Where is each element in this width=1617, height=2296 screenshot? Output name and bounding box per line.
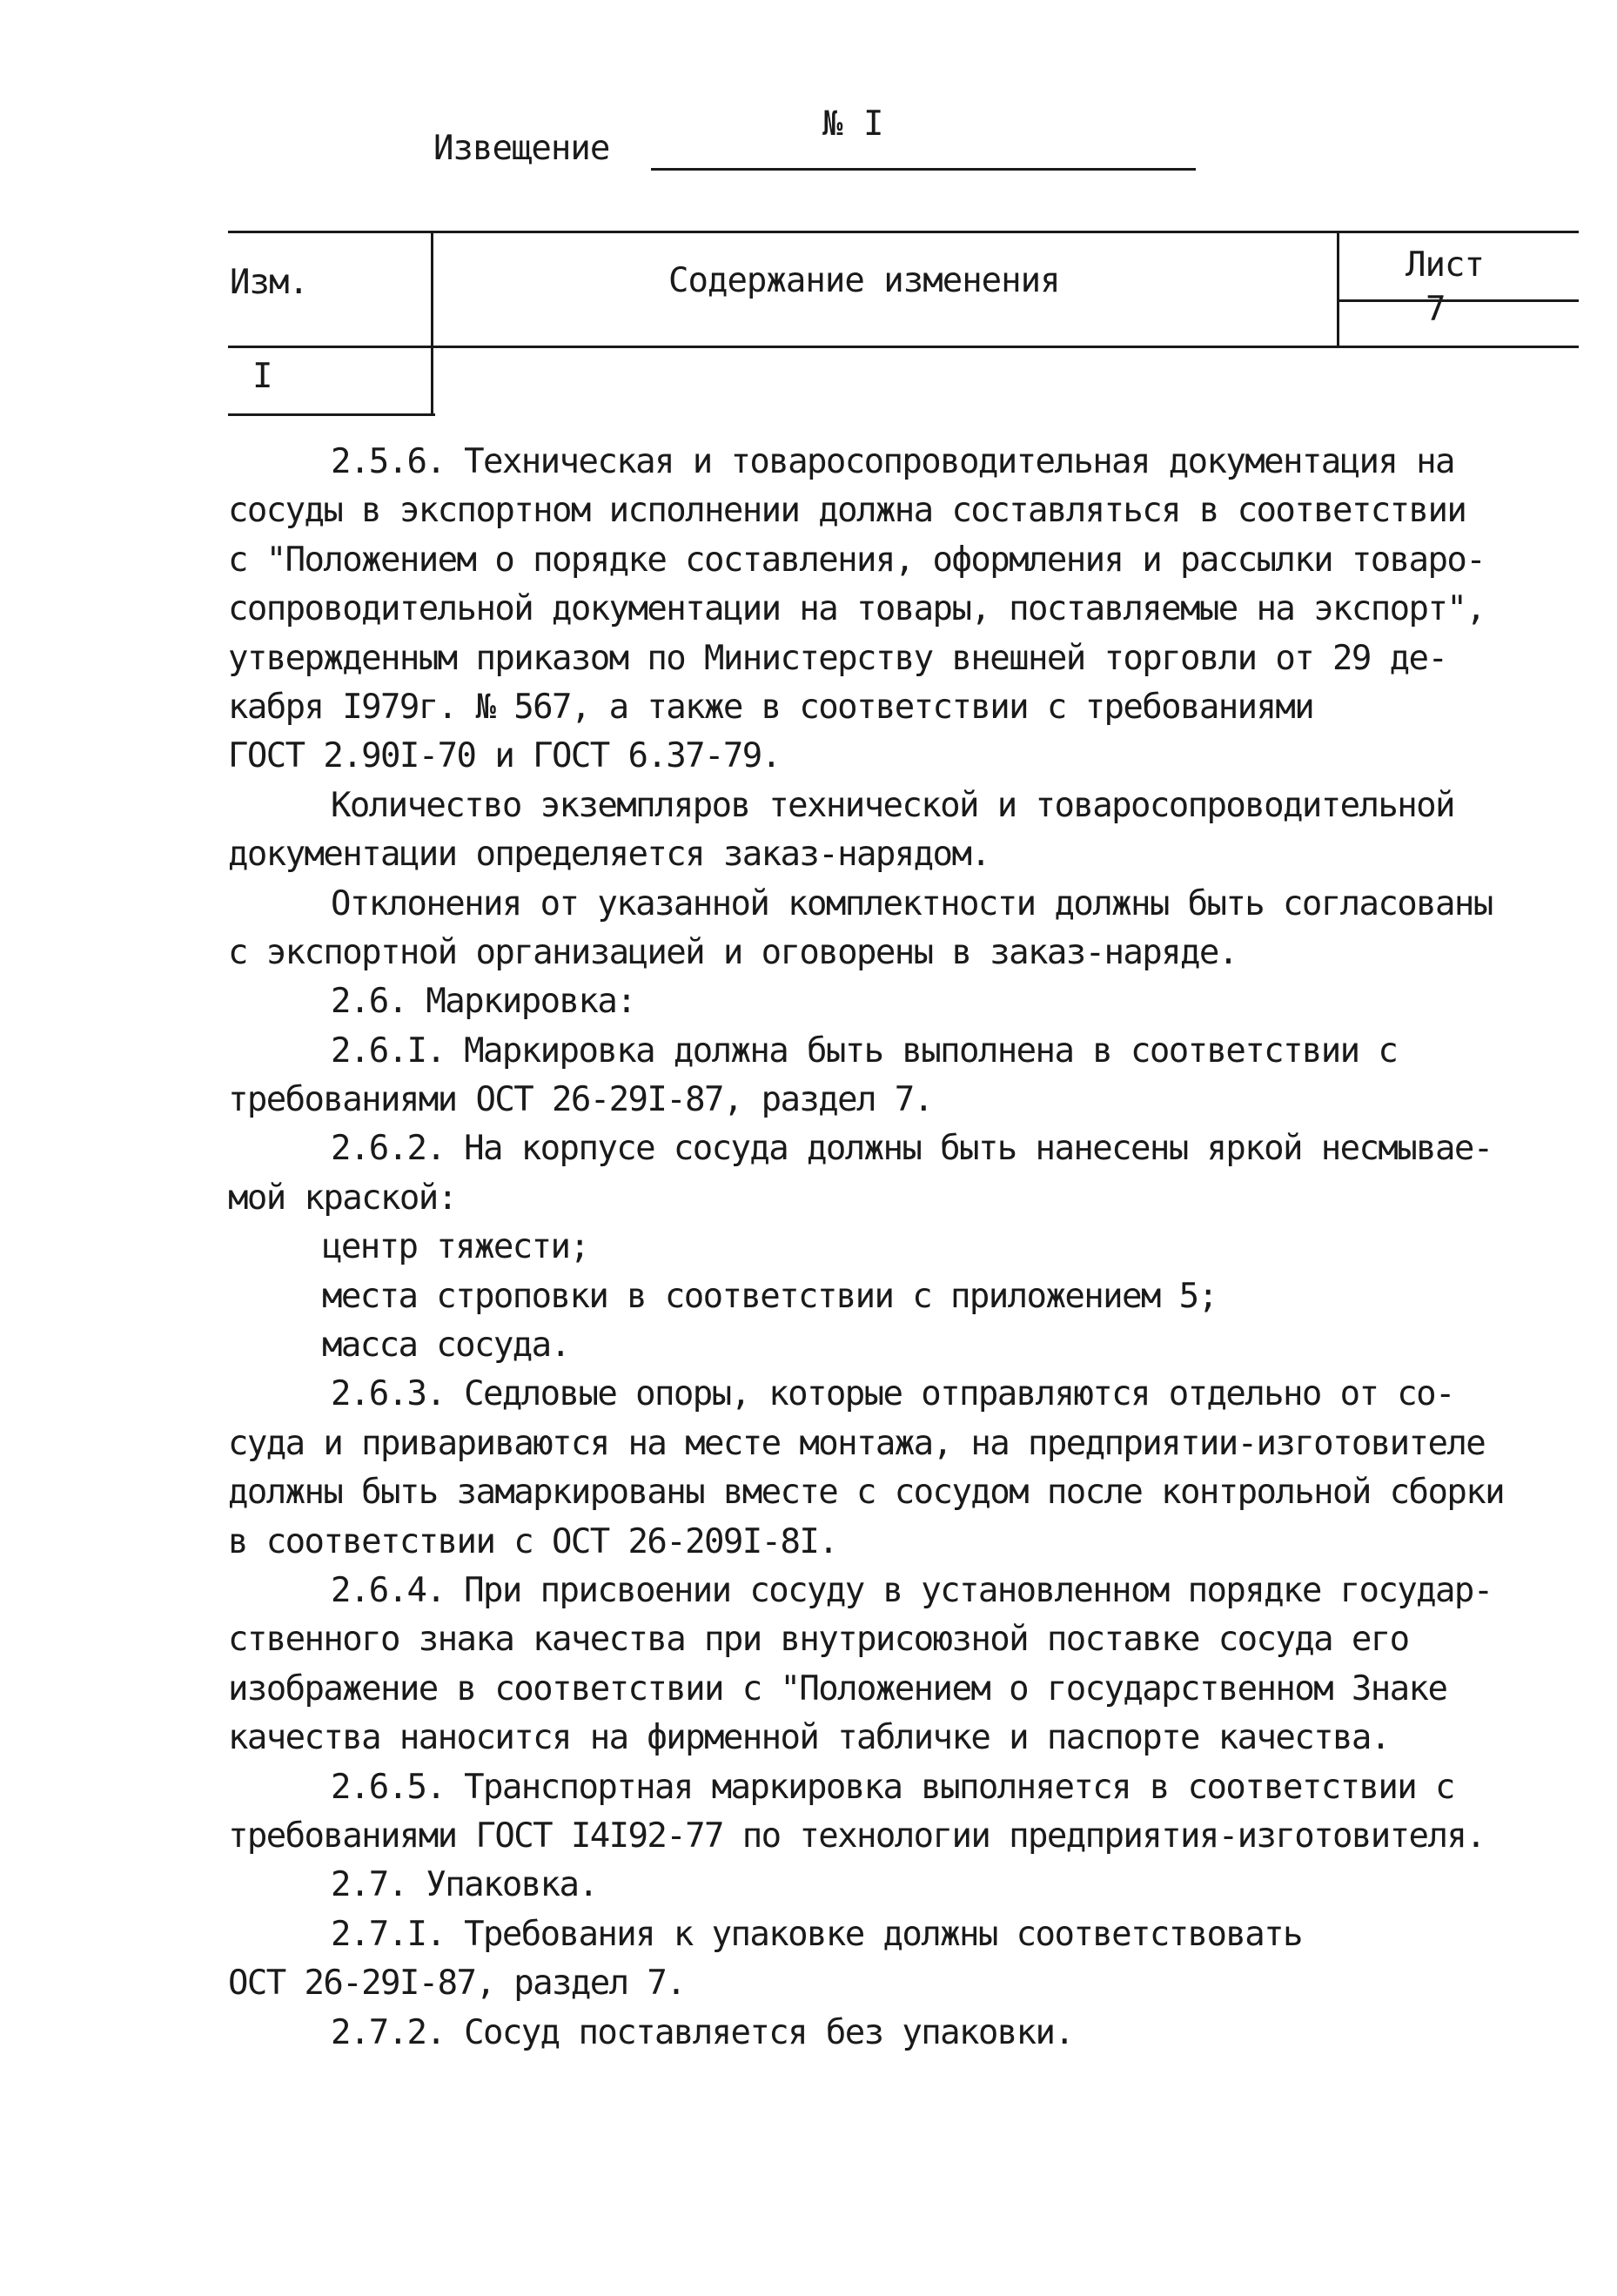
- text-line: Количество экземпляров технической и товаросопроводительной: [331, 785, 1454, 825]
- col-change-header: Изм.: [230, 263, 308, 302]
- text-line: должны быть замаркированы вместе с сосудом после контрольной сборки: [228, 1473, 1504, 1513]
- text-line: требованиями ОСТ 26-29I-87, раздел 7.: [228, 1080, 933, 1120]
- text-line: места строповки в соответствии с приложением 5;: [322, 1276, 1218, 1316]
- col-content-header: Содержание изменения: [668, 261, 1060, 300]
- text-line: 2.5.6. Техническая и товаросопроводительная документация на: [331, 442, 1454, 481]
- text-line: ственного знака качества при внутрисоюзной поставке сосуда его: [228, 1620, 1409, 1660]
- text-line: мой краской:: [228, 1178, 457, 1218]
- text-line: Отклонения от указанной комплектности должны быть согласованы: [331, 883, 1493, 923]
- text-line: 2.6.2. На корпусе сосуда должны быть нанесены яркой несмывае-: [331, 1129, 1493, 1169]
- notice-underline: [651, 168, 1196, 171]
- notice-label: Извещение: [433, 129, 610, 168]
- sheet-divider: [1339, 299, 1579, 302]
- text-line: с экспортной организацией и оговорены в заказ-наряде.: [228, 932, 1238, 972]
- col-divider-change: [431, 231, 433, 416]
- text-line: 2.6.I. Маркировка должна быть выполнена в соответствии с: [331, 1031, 1398, 1071]
- text-line: документации определяется заказ-нарядом.: [228, 835, 990, 875]
- text-line: с "Положением о порядке составления, оформления и рассылки товаро-: [228, 540, 1486, 580]
- text-line: изображение в соответствии с "Положением о государственном Знаке: [228, 1668, 1447, 1709]
- text-line: 2.7.2. Сосуд поставляется без упаковки.: [331, 2012, 1074, 2052]
- text-line: утвержденным приказом по Министерству внешней торговли от 29 де-: [228, 638, 1447, 678]
- text-line: 2.6. Маркировка:: [331, 982, 636, 1022]
- text-line: требованиями ГОСТ I4I92-77 по технологии предприятия-изготовителя.: [228, 1816, 1486, 1856]
- text-line: сосуды в экспортном исполнении должна составляться в соответствии: [228, 491, 1466, 531]
- table-row-border: [228, 413, 435, 416]
- text-line: 2.6.3. Седловые опоры, которые отправляются отдельно от со-: [331, 1374, 1454, 1414]
- text-line: качества наносится на фирменной табличке и паспорте качества.: [228, 1718, 1390, 1758]
- col-divider-sheet: [1337, 231, 1339, 348]
- text-line: сопроводительной документации на товары, поставляемые на экспорт",: [228, 589, 1486, 629]
- text-line: суда и привариваются на месте монтажа, на предприятии-изготовителе: [228, 1423, 1486, 1463]
- document-body: [228, 438, 1586, 2058]
- col-sheet-header: Лист: [1406, 245, 1484, 285]
- text-line: центр тяжести;: [322, 1227, 589, 1267]
- text-line: 2.6.4. При присвоении сосуду в установленном порядке государ-: [331, 1570, 1493, 1610]
- text-line: кабря I979г. № 567, а также в соответствии с требованиями: [228, 687, 1314, 727]
- text-line: в соответствии с ОСТ 26-209I-8I.: [228, 1521, 838, 1561]
- text-line: 2.7. Упаковка.: [331, 1865, 598, 1905]
- sheet-value: 7: [1426, 290, 1446, 329]
- text-line: 2.6.5. Транспортная маркировка выполняется в соответствии с: [331, 1767, 1454, 1807]
- notice-number: № I: [822, 104, 884, 144]
- text-line: 2.7.I. Требования к упаковке должны соответствовать: [331, 1914, 1302, 1954]
- text-line: ГОСТ 2.90I-70 и ГОСТ 6.37-79.: [228, 736, 781, 776]
- text-line: ОСТ 26-29I-87, раздел 7.: [228, 1964, 686, 2004]
- text-line: масса сосуда.: [322, 1326, 570, 1366]
- change-value: I: [252, 357, 272, 396]
